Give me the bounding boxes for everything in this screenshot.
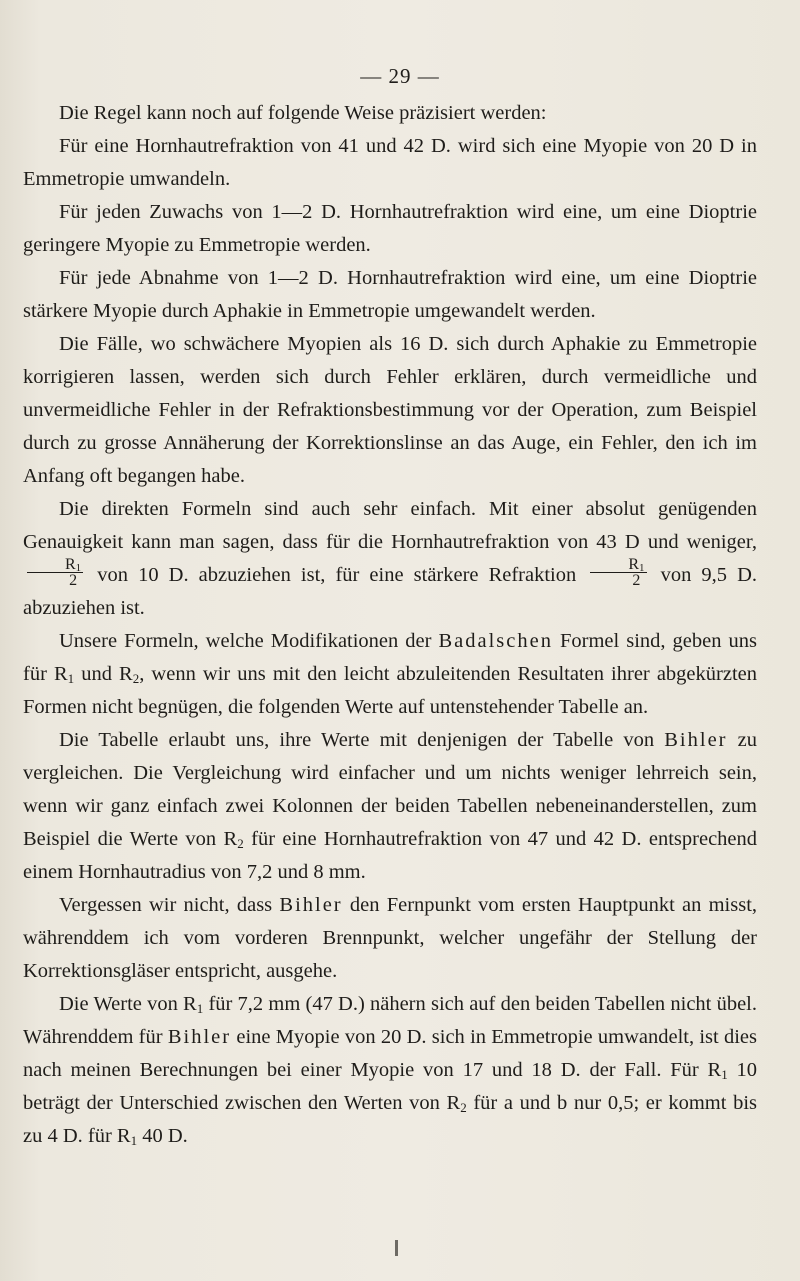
author-name-badal: Badalschen [438, 630, 553, 652]
author-name-bihler: Bihler [167, 1026, 232, 1048]
fraction-denominator: 2 [632, 571, 641, 589]
paragraph-2: Für eine Hornhautrefraktion von 41 und 42 D. wird sich eine Myopie von 20 D in Emmetropie umwandeln. [23, 135, 757, 190]
fraction-numerator: $R_1$ [27, 557, 83, 573]
author-name-bihler: Bihler [664, 729, 728, 751]
fraction-r1-over-2-second [590, 557, 646, 588]
fraction-denominator: 2 [69, 571, 78, 589]
paragraph-4: Für jede Abnahme von 1—2 D. Hornhautrefraktion wird eine, um eine Dioptrie stärkere Myopie durch Aphakie in Emmetropie umgewandelt werden. [23, 267, 757, 322]
paragraph-10: Die Werte von $R_1$ für 7,2 mm (47 D.) nähern sich auf den beiden Tabellen nicht übel. Währenddem für Bihler eine Myopie von 20 D. sich in Emmetropie umwandelt, ist dies nach meinen Berechnungen bei einer Myopie von 17 und 18 D. der Fall. Für $R_1$ 10 beträgt der Unterschied zwischen den Werten von $R_2$ für a und b nur 0,5; er kommt bis zu 4 D. für $R_1$ 40 D. [23, 993, 758, 1148]
paragraph-8: Die Tabelle erlaubt uns, ihre Werte mit denjenigen der Tabelle von Bihler zu vergleichen. Die Vergleichung wird einfacher und um nichts weniger lehrreich sein, wenn wir ganz einfach zwei Kolonnen der beiden Tabellen nebeneinanderstellen, zum Beispiel die Werte von $R_2$ für eine Hornhautrefraktion von 47 und 42 D. entsprechend einem Hornhautradius von 7,2 und 8 mm. [23, 729, 758, 883]
paragraph-7: Unsere Formeln, welche Modifikationen der Badalschen Formel sind, geben uns für $R_1$ und $R_2$, wenn wir uns mit den leicht abzuleitenden Resultaten ihrer abgekürzten Formen nicht begnügen, die folgenden Werte auf untenstehender Tabelle an. [23, 630, 757, 718]
paragraph-3: Für jeden Zuwachs von 1—2 D. Hornhautrefraktion wird eine, um eine Dioptrie geringere Myopie zu Emmetropie werden. [23, 201, 757, 256]
page-number: — 29 — [360, 64, 440, 88]
fraction-r1-over-2 [27, 557, 83, 588]
author-name-bihler: Bihler [279, 894, 343, 916]
p6-text-a: Die direkten Formeln sind auch sehr einfach. Mit einer absolut genügenden Genauigkeit kann man sagen, dass für die Hornhautrefraktion von 43 D und weniger, [23, 498, 757, 553]
body-text [23, 97, 757, 1153]
paragraph-9: Vergessen wir nicht, dass Bihler den Fernpunkt vom ersten Hauptpunkt an misst, währenddem ich vom vorderen Brennpunkt, welcher ungefähr der Stellung der Korrektionsgläser entspricht, ausgehe. [23, 894, 758, 982]
print-mark [395, 1240, 398, 1256]
paragraph-6 [23, 493, 757, 625]
p6-text-b: von 10 D. abzuziehen ist, für eine stärkere Refraktion [97, 564, 577, 586]
fraction-numerator: $R_1$ [590, 557, 646, 573]
paragraph-5: Die Fälle, wo schwächere Myopien als 16 D. sich durch Aphakie zu Emmetropie korrigieren lassen, werden sich durch Fehler erklären, durch vermeidliche und unvermeidliche Fehler in der Refraktionsbestimmung vor der Operation, zum Beispiel durch zu grosse Annäherung der Korrektionslinse an das Auge, ein Fehler, den ich im Anfang oft begangen habe. [23, 333, 757, 487]
p6-text-c: von 9,5 D. abzuziehen ist. [23, 564, 758, 619]
paragraph-1: Die Regel kann noch auf folgende Weise präzisiert werden: [59, 102, 547, 124]
